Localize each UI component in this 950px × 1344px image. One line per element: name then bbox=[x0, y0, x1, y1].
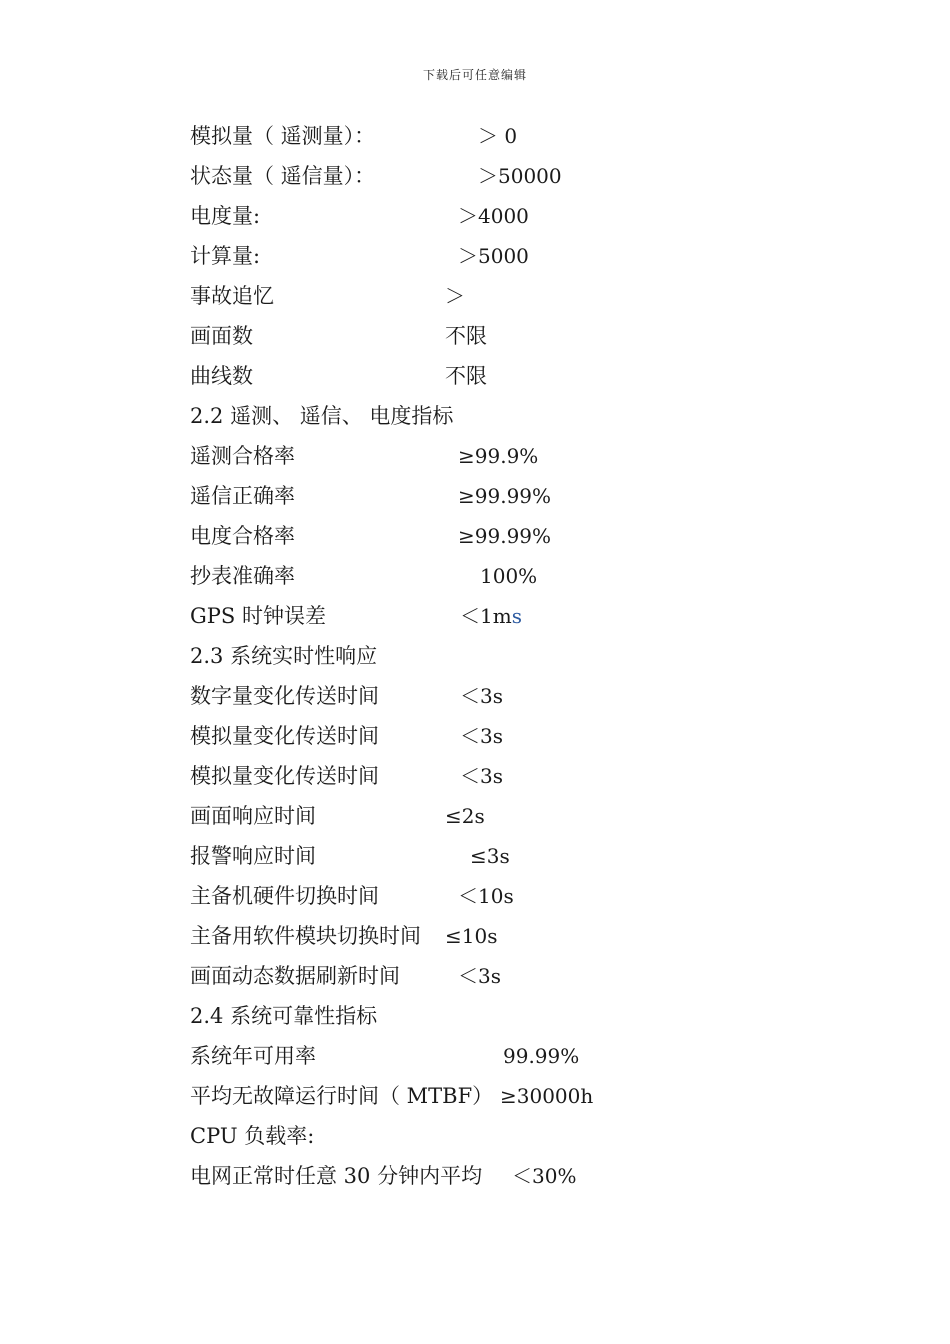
row-analog-transfer-time-2 bbox=[190, 761, 503, 791]
row-value: ＜3s bbox=[460, 684, 503, 708]
row-hardware-switch-time bbox=[190, 881, 514, 911]
row-value: ＞ 0 bbox=[478, 124, 518, 148]
row-label: 遥信正确率 bbox=[190, 484, 295, 508]
page-header: 下载后可任意编辑 bbox=[422, 68, 527, 82]
row-digital-transfer-time bbox=[190, 681, 503, 711]
row-value: ＞50000 bbox=[478, 164, 562, 188]
row-analog-transfer-time bbox=[190, 721, 503, 751]
row-software-switch-time bbox=[190, 921, 498, 951]
section-heading-2-4 bbox=[190, 1001, 377, 1031]
row-status-telesignal bbox=[190, 161, 562, 191]
row-telemetry-pass-rate bbox=[190, 441, 539, 471]
row-accident-recall bbox=[190, 281, 465, 311]
row-label: 计算量: bbox=[190, 244, 261, 268]
row-label: 曲线数 bbox=[190, 364, 253, 388]
row-value: ＜10s bbox=[458, 884, 514, 908]
row-cpu-load bbox=[190, 1121, 314, 1151]
row-label: 平均无故障运行时间（ MTBF） bbox=[190, 1084, 494, 1108]
row-label: 主备用软件模块切换时间 bbox=[190, 924, 421, 948]
row-normal-grid-average bbox=[190, 1161, 577, 1191]
row-label: 抄表准确率 bbox=[190, 564, 295, 588]
row-label: 遥测合格率 bbox=[190, 444, 295, 468]
row-value: ＜30% bbox=[512, 1164, 577, 1188]
row-annual-availability bbox=[190, 1041, 580, 1071]
row-value: ＜3s bbox=[458, 964, 501, 988]
row-label: 电度量: bbox=[190, 204, 261, 228]
row-value: 不限 bbox=[445, 364, 487, 388]
row-value: ＞5000 bbox=[458, 244, 529, 268]
row-label: 状态量（ 遥信量）： bbox=[190, 164, 376, 188]
row-value: ＞ bbox=[445, 284, 465, 308]
row-value: ≥99.99% bbox=[458, 484, 552, 508]
row-label: 画面数 bbox=[190, 324, 253, 348]
row-value: ＜3s bbox=[460, 764, 503, 788]
section-heading-2-3 bbox=[190, 641, 377, 671]
row-meter-reading-accuracy bbox=[190, 561, 538, 591]
row-value: ≤10s bbox=[445, 924, 498, 948]
row-value: 99.99% bbox=[503, 1044, 580, 1068]
row-label: 画面响应时间 bbox=[190, 804, 316, 828]
row-value bbox=[460, 601, 522, 631]
row-label: 主备机硬件切换时间 bbox=[190, 884, 379, 908]
row-analog-telemetry bbox=[190, 121, 518, 151]
row-screen-response-time bbox=[190, 801, 485, 831]
row-label: 画面动态数据刷新时间 bbox=[190, 964, 400, 988]
row-label: 报警响应时间 bbox=[190, 844, 316, 868]
row-label: 数字量变化传送时间 bbox=[190, 684, 379, 708]
section-title: 2.3 系统实时性响应 bbox=[190, 644, 378, 668]
row-calculated bbox=[190, 241, 529, 271]
row-data-refresh-time bbox=[190, 961, 501, 991]
row-label: 电网正常时任意 30 分钟内平均 bbox=[190, 1164, 483, 1188]
row-value: 100% bbox=[480, 564, 538, 588]
row-label: 系统年可用率 bbox=[190, 1044, 316, 1068]
row-value: ≥99.99% bbox=[458, 524, 552, 548]
row-energy-pass-rate bbox=[190, 521, 552, 551]
row-label: 模拟量变化传送时间 bbox=[190, 764, 379, 788]
row-alarm-response-time bbox=[190, 841, 510, 871]
row-label: CPU 负载率: bbox=[190, 1124, 315, 1148]
row-gps-clock-error bbox=[190, 601, 522, 631]
section-title: 2.2 遥测、 遥信、 电度指标 bbox=[190, 404, 454, 428]
row-energy bbox=[190, 201, 529, 231]
row-value: ≥30000h bbox=[500, 1084, 594, 1108]
row-screen-count bbox=[190, 321, 487, 351]
row-value-unit: s bbox=[511, 604, 522, 628]
row-value: 不限 bbox=[445, 324, 487, 348]
row-value: ≥99.9% bbox=[458, 444, 539, 468]
row-label: 模拟量（ 遥测量）： bbox=[190, 124, 376, 148]
row-label: 电度合格率 bbox=[190, 524, 295, 548]
row-label: 事故追忆 bbox=[190, 284, 274, 308]
row-mtbf bbox=[190, 1081, 594, 1111]
section-heading-2-2 bbox=[190, 401, 453, 431]
row-curve-count bbox=[190, 361, 487, 391]
row-label: GPS 时钟误差 bbox=[190, 604, 326, 628]
row-label: 模拟量变化传送时间 bbox=[190, 724, 379, 748]
row-value: ＞4000 bbox=[458, 204, 529, 228]
row-value: ≤2s bbox=[445, 804, 485, 828]
section-title: 2.4 系统可靠性指标 bbox=[190, 1004, 378, 1028]
row-value: ＜3s bbox=[460, 724, 503, 748]
row-telesignal-accuracy bbox=[190, 481, 552, 511]
row-value: ≤3s bbox=[470, 844, 510, 868]
row-value-main: ＜1m bbox=[460, 604, 512, 628]
